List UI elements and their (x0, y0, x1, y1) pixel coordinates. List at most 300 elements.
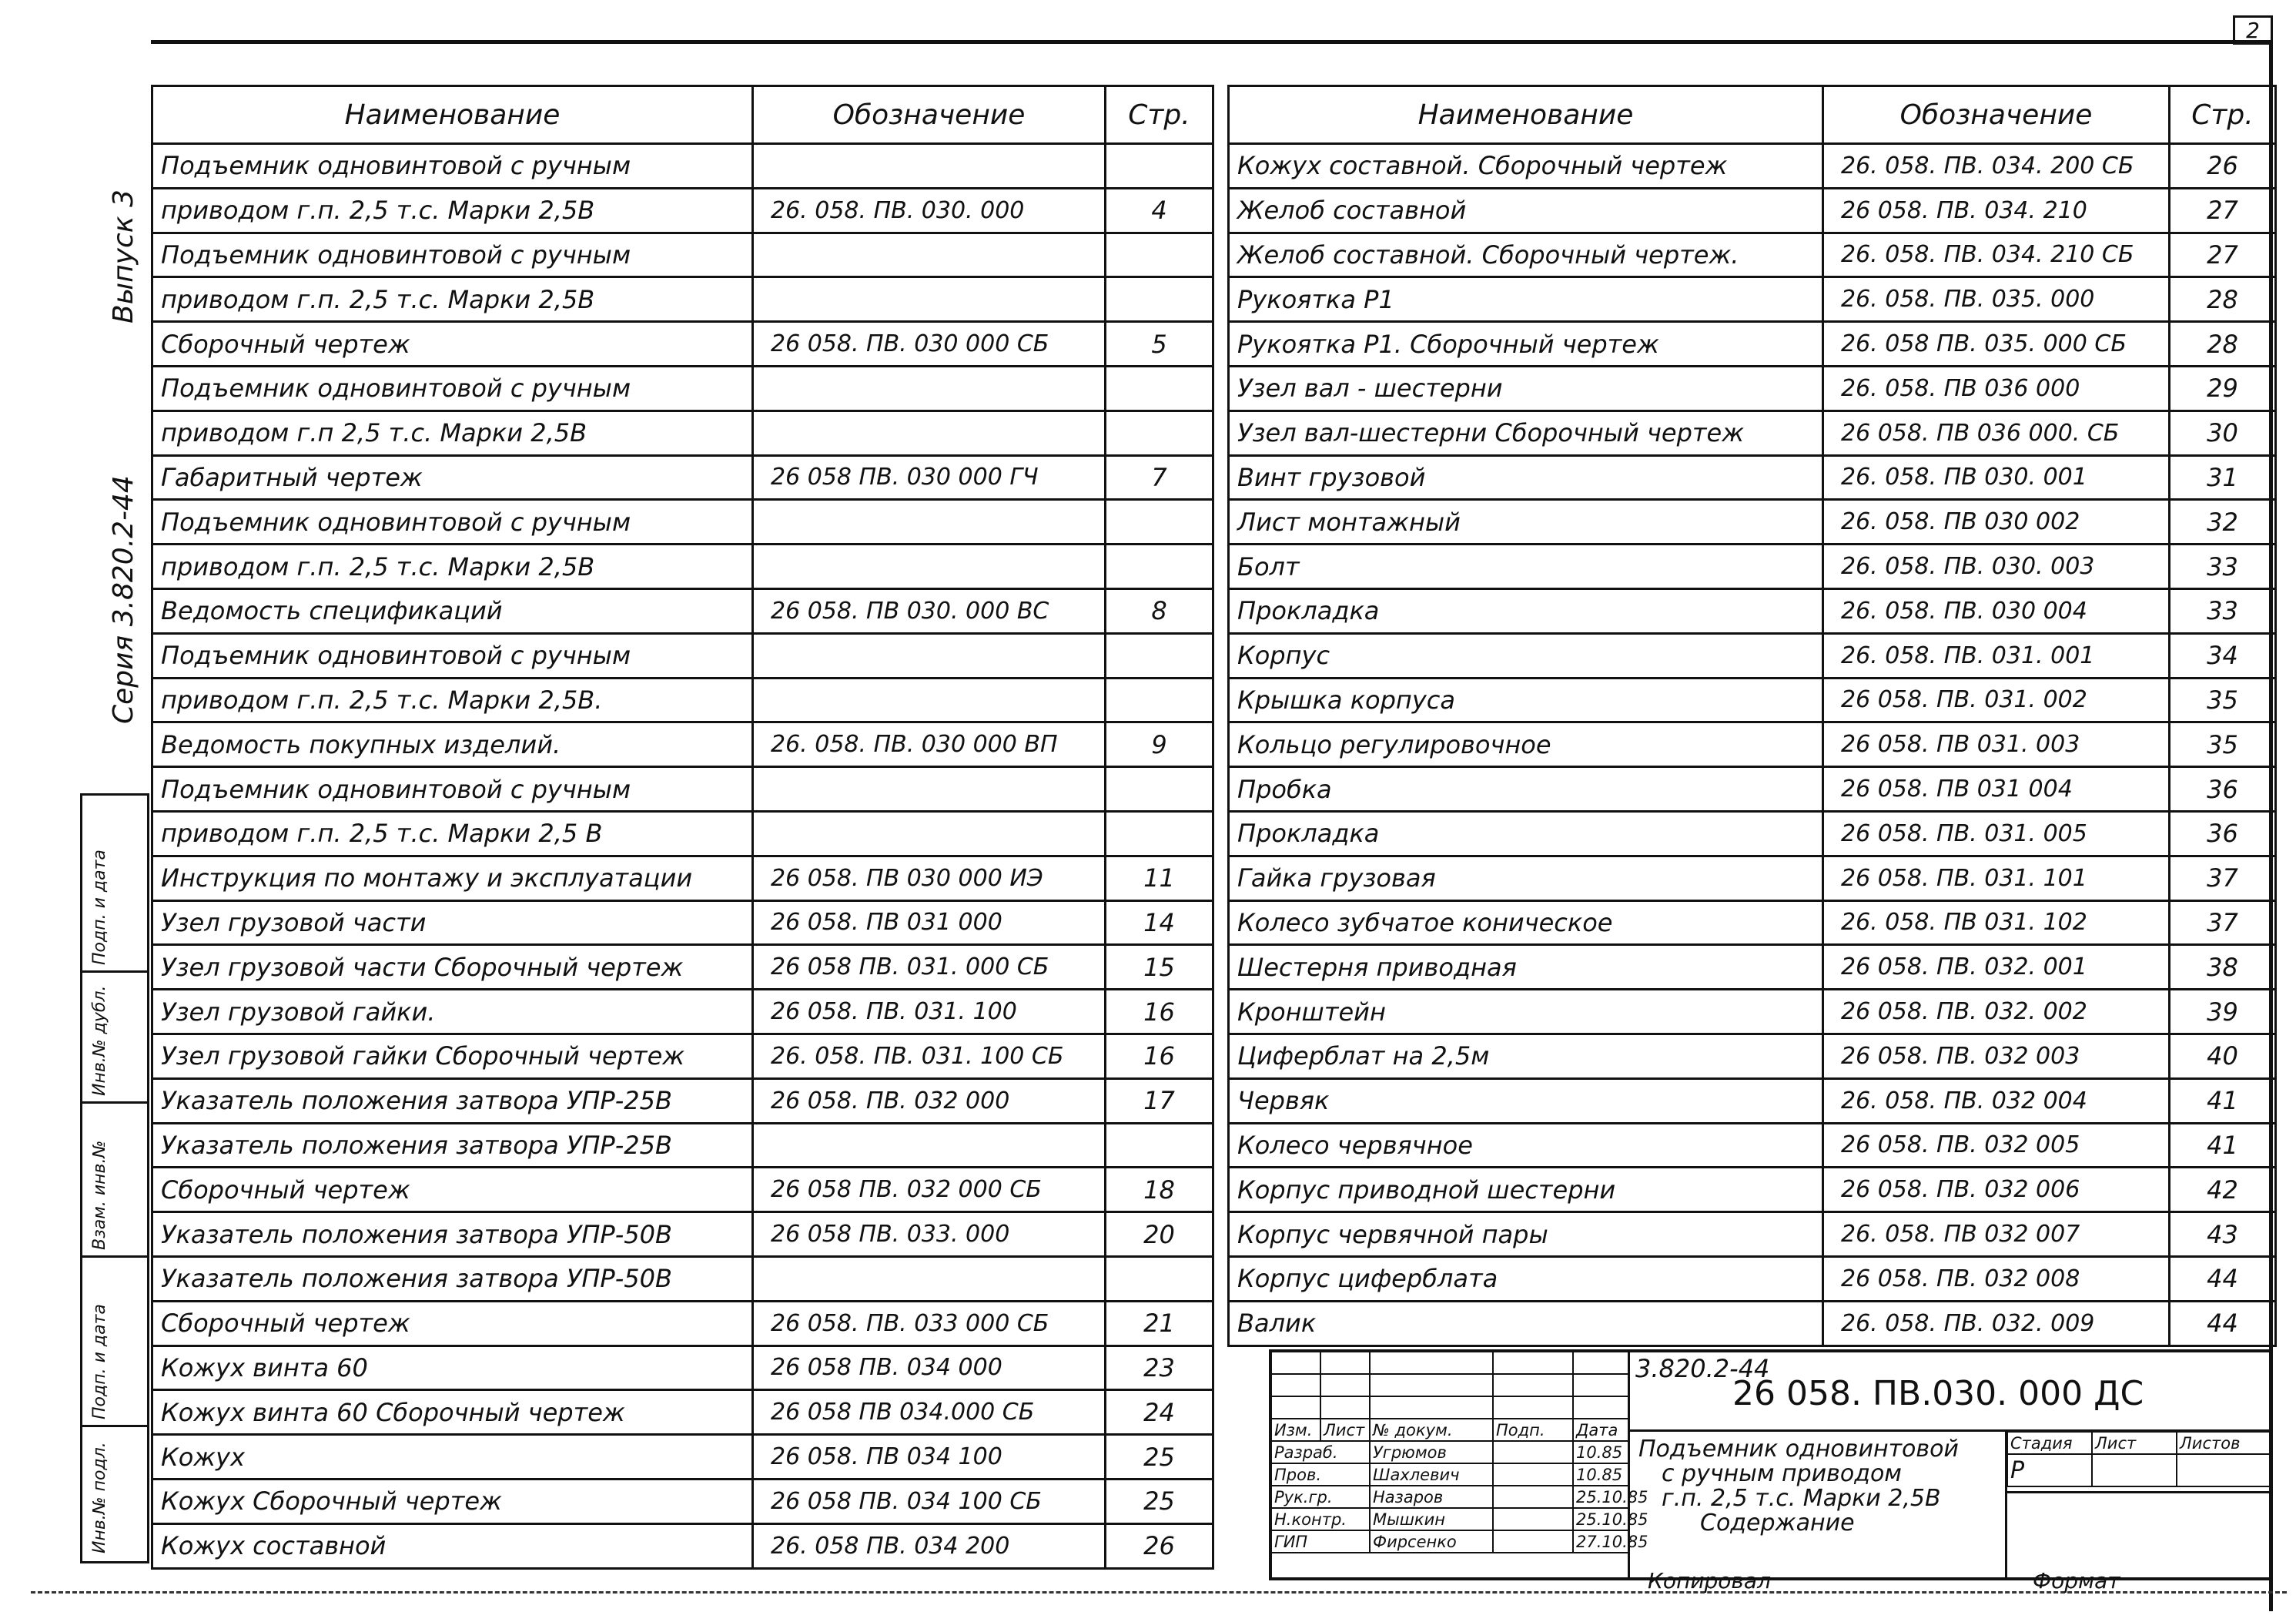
row-page: 44 (2170, 1301, 2276, 1346)
row-page: 35 (2170, 678, 2276, 722)
table-row (1229, 811, 2276, 856)
issue-label: Выпуск 3 (108, 189, 139, 323)
row-designation: 26 058. ПВ. 031. 100 (753, 990, 1106, 1034)
row-designation: 26 058. ПВ. 033 000 СБ (753, 1301, 1106, 1346)
binding-cell-4 (82, 1258, 147, 1427)
row-page: 7 (1106, 455, 1213, 500)
table-row (1229, 411, 2276, 455)
row-page: 33 (2170, 545, 2276, 589)
row-designation: 26. 058. ПВ 031. 102 (1823, 900, 2170, 945)
row-name: Указатель положения затвора УПР-25В (152, 1078, 753, 1123)
table-row (152, 1390, 1213, 1435)
row-page (1106, 366, 1213, 411)
row-page: 31 (2170, 455, 2276, 500)
row-name: Рукоятка Р1. Сборочный чертеж (1229, 322, 1823, 367)
table-row (152, 1301, 1213, 1346)
binding-cell-3 (82, 1104, 147, 1258)
row-name: приводом г.п. 2,5 т.с. Марки 2,5В. (152, 678, 753, 722)
row-page: 14 (1106, 900, 1213, 945)
row-designation: 26. 058. ПВ. 034. 210 СБ (1823, 233, 2170, 277)
table-row (152, 990, 1213, 1034)
table-row (152, 1523, 1213, 1568)
revision-header-row (1271, 1419, 1628, 1441)
row-page: 5 (1106, 322, 1213, 367)
row-page: 16 (1106, 990, 1213, 1034)
table-row (152, 1479, 1213, 1523)
row-designation: 26 058. ПВ. 034. 210 (1823, 188, 2170, 233)
row-designation: 26. 058. ПВ. 030. 000 (753, 188, 1106, 233)
table-row (1229, 500, 2276, 545)
table-row (152, 588, 1213, 633)
table-row (1229, 990, 2276, 1034)
row-designation: 26. 058. ПВ. 031. 100 СБ (753, 1034, 1106, 1078)
table-row (1229, 1078, 2276, 1123)
staff-date: 10.85 (1573, 1441, 1628, 1463)
row-designation (753, 545, 1106, 589)
row-designation: 26 058 ПВ. 031. 000 СБ (753, 945, 1106, 990)
staff-row (1271, 1486, 1628, 1508)
row-designation: 26. 058. ПВ 036 000 (1823, 366, 2170, 411)
title-divider-v (1628, 1351, 1630, 1579)
row-name: Сборочный чертеж (152, 1168, 753, 1212)
row-name: Лист монтажный (1229, 500, 1823, 545)
row-name: Кронштейн (1229, 990, 1823, 1034)
rev-col: Дата (1573, 1419, 1628, 1441)
table-row (152, 1123, 1213, 1168)
row-page: 33 (2170, 588, 2276, 633)
sheet-number-box (2233, 15, 2273, 45)
binding-cell-2 (82, 973, 147, 1104)
document-title (1638, 1437, 1959, 1536)
row-name: Сборочный чертеж (152, 322, 753, 367)
row-designation: 26 058. ПВ. 030 000 СБ (753, 322, 1106, 367)
row-page (1106, 678, 1213, 722)
row-page: 32 (2170, 500, 2276, 545)
row-name: Пробка (1229, 767, 1823, 812)
row-page: 27 (2170, 188, 2276, 233)
row-page: 40 (2170, 1034, 2276, 1078)
row-designation: 26 058 ПВ. 032 000 СБ (753, 1168, 1106, 1212)
row-name: Узел вал-шестерни Сборочный чертеж (1229, 411, 1823, 455)
row-page: 16 (1106, 1034, 1213, 1078)
row-page (1106, 545, 1213, 589)
frame-bottom-line (31, 1591, 2287, 1594)
document-code: 26 058. ПВ.030. 000 ДС (1732, 1374, 2144, 1413)
row-name: Указатель положения затвора УПР-50В (152, 1256, 753, 1301)
row-name: Подъемник одновинтовой с ручным (152, 633, 753, 678)
row-name: Колесо зубчатое коническое (1229, 900, 1823, 945)
row-page (1106, 1123, 1213, 1168)
table-row (1229, 856, 2276, 900)
table-row (152, 1212, 1213, 1257)
row-page: 11 (1106, 856, 1213, 900)
row-designation: 26 058. ПВ 031. 003 (1823, 722, 2170, 767)
row-page: 30 (2170, 411, 2276, 455)
table-row (152, 366, 1213, 411)
staff-signature (1493, 1486, 1573, 1508)
row-name: Червяк (1229, 1078, 1823, 1123)
staff-role: Пров. (1271, 1463, 1370, 1486)
row-name: Узел грузовой части (152, 900, 753, 945)
contents-table-left (151, 85, 1214, 1570)
staff-name: Фирсенко (1370, 1530, 1493, 1553)
row-designation: 26 058. ПВ. 032 003 (1823, 1034, 2170, 1078)
row-page: 4 (1106, 188, 1213, 233)
row-page (1106, 633, 1213, 678)
stage-value: Р (2007, 1454, 2092, 1486)
table-row (152, 322, 1213, 367)
table-row (1229, 900, 2276, 945)
staff-date: 27.10.85 (1573, 1530, 1628, 1553)
staff-signature (1493, 1508, 1573, 1530)
row-name: приводом г.п. 2,5 т.с. Марки 2,5 В (152, 811, 753, 856)
table-row (152, 188, 1213, 233)
header-name: Наименование (1229, 86, 1823, 144)
rev-col: Подп. (1493, 1419, 1573, 1441)
row-page: 20 (1106, 1212, 1213, 1257)
row-name: Кожух составной (152, 1523, 753, 1568)
copied-label: Копировал (1648, 1568, 1771, 1594)
row-designation: 26. 058. ПВ. 034. 200 СБ (1823, 144, 2170, 189)
header-designation: Обозначение (1823, 86, 2170, 144)
table-row (1229, 678, 2276, 722)
row-designation (753, 811, 1106, 856)
row-designation: 26 058. ПВ. 032 000 (753, 1078, 1106, 1123)
row-designation: 26 058. ПВ 034 100 (753, 1435, 1106, 1480)
row-name: Корпус (1229, 633, 1823, 678)
row-page (1106, 233, 1213, 277)
row-page: 43 (2170, 1212, 2276, 1257)
table-row (152, 233, 1213, 277)
table-row (152, 900, 1213, 945)
table-row (1229, 1256, 2276, 1301)
row-name: Прокладка (1229, 588, 1823, 633)
row-designation (753, 767, 1106, 812)
series-label: Серия 3.820.2-44 (108, 475, 139, 724)
binding-label: Инв.№ подл. (90, 1442, 109, 1553)
table-row (152, 1346, 1213, 1390)
row-page: 9 (1106, 722, 1213, 767)
row-page: 37 (2170, 856, 2276, 900)
revision-table (1270, 1351, 1648, 1553)
row-page: 36 (2170, 811, 2276, 856)
stage-label: Листов (2177, 1432, 2272, 1454)
table-row (1229, 322, 2276, 367)
row-page: 39 (2170, 990, 2276, 1034)
table-row (152, 945, 1213, 990)
row-designation: 26. 058. ПВ 032 007 (1823, 1212, 2170, 1257)
row-name: Гайка грузовая (1229, 856, 1823, 900)
row-designation: 26. 058 ПВ. 034 200 (753, 1523, 1106, 1568)
table-row (152, 633, 1213, 678)
table-row (152, 1435, 1213, 1480)
stage-label: Стадия (2007, 1432, 2092, 1454)
row-page: 17 (1106, 1078, 1213, 1123)
stamp-empty-row (1271, 1374, 1628, 1396)
row-name: Подъемник одновинтовой с ручным (152, 366, 753, 411)
row-designation (753, 633, 1106, 678)
staff-role: Разраб. (1271, 1441, 1370, 1463)
row-designation: 26. 058. ПВ. 030 004 (1823, 588, 2170, 633)
row-name: Корпус циферблата (1229, 1256, 1823, 1301)
staff-date: 25.10.85 (1573, 1486, 1628, 1508)
table-row (1229, 722, 2276, 767)
row-designation: 26. 058. ПВ. 030 000 ВП (753, 722, 1106, 767)
row-name: Кожух составной. Сборочный чертеж (1229, 144, 1823, 189)
row-name: Колесо червячное (1229, 1123, 1823, 1168)
staff-name: Угрюмов (1370, 1441, 1493, 1463)
header-name: Наименование (152, 86, 753, 144)
row-name: Кожух винта 60 Сборочный чертеж (152, 1390, 753, 1435)
row-designation: 26 058 ПВ. 033. 000 (753, 1212, 1106, 1257)
row-designation: 26 058. ПВ. 032. 001 (1823, 945, 2170, 990)
row-designation: 26 058. ПВ. 032 005 (1823, 1123, 2170, 1168)
staff-name: Назаров (1370, 1486, 1493, 1508)
row-page: 28 (2170, 322, 2276, 367)
row-name: Подъемник одновинтовой с ручным (152, 233, 753, 277)
table-row (1229, 1123, 2276, 1168)
table-row (1229, 1301, 2276, 1346)
row-page: 41 (2170, 1123, 2276, 1168)
rev-col: № докум. (1370, 1419, 1493, 1441)
table-row (152, 545, 1213, 589)
row-name: Корпус червячной пары (1229, 1212, 1823, 1257)
staff-signature (1493, 1530, 1573, 1553)
table-row (1229, 144, 2276, 189)
title-line: с ручным приводом (1662, 1460, 1902, 1487)
row-designation (753, 411, 1106, 455)
table-row (1229, 1212, 2276, 1257)
row-designation: 26 058. ПВ. 032 008 (1823, 1256, 2170, 1301)
table-row (152, 1168, 1213, 1212)
row-name: Ведомость спецификаций (152, 588, 753, 633)
row-page: 28 (2170, 277, 2276, 322)
staff-row (1271, 1463, 1628, 1486)
row-designation: 26 058 ПВ 034.000 СБ (753, 1390, 1106, 1435)
staff-date: 25.10.85 (1573, 1508, 1628, 1530)
row-designation: 26 058. ПВ. 031. 101 (1823, 856, 2170, 900)
row-name: Подъемник одновинтовой с ручным (152, 144, 753, 189)
row-name: Винт грузовой (1229, 455, 1823, 500)
binding-label: Подп. и дата (90, 850, 109, 965)
row-designation: 26 058 ПВ. 034 000 (753, 1346, 1106, 1390)
binding-label: Инв.№ дубл. (90, 985, 109, 1096)
table-row (1229, 767, 2276, 812)
title-line: Подъемник одновинтовой (1638, 1436, 1959, 1463)
row-page: 44 (2170, 1256, 2276, 1301)
stage-label: Лист (2092, 1432, 2177, 1454)
binding-cell-1 (82, 796, 147, 973)
row-page: 41 (2170, 1078, 2276, 1123)
row-page: 26 (1106, 1523, 1213, 1568)
row-page: 35 (2170, 722, 2276, 767)
stage-divider (2005, 1491, 2273, 1493)
staff-name: Шахлевич (1370, 1463, 1493, 1486)
row-designation: 26. 058. ПВ. 032. 009 (1823, 1301, 2170, 1346)
table-row (1229, 945, 2276, 990)
stage-value-row (2007, 1454, 2272, 1486)
row-page: 23 (1106, 1346, 1213, 1390)
table-row (152, 277, 1213, 322)
row-page (1106, 767, 1213, 812)
row-name: Желоб составной (1229, 188, 1823, 233)
row-name: Инструкция по монтажу и эксплуатации (152, 856, 753, 900)
row-designation: 26. 058. ПВ. 035. 000 (1823, 277, 2170, 322)
row-name: Корпус приводной шестерни (1229, 1168, 1823, 1212)
table-row (152, 500, 1213, 545)
row-name: Рукоятка Р1 (1229, 277, 1823, 322)
staff-date: 10.85 (1573, 1463, 1628, 1486)
table-row (1229, 188, 2276, 233)
row-designation: 26 058. ПВ. 032 006 (1823, 1168, 2170, 1212)
row-name: Подъемник одновинтовой с ручным (152, 767, 753, 812)
stage-header-row (2007, 1432, 2272, 1454)
row-designation (753, 1123, 1106, 1168)
staff-role: ГИП (1271, 1530, 1370, 1553)
row-name: Кожух (152, 1435, 753, 1480)
staff-name: Мышкин (1370, 1508, 1493, 1530)
row-designation: 26 058. ПВ. 031. 002 (1823, 678, 2170, 722)
row-name: Узел грузовой гайки Сборочный чертеж (152, 1034, 753, 1078)
table-row (1229, 588, 2276, 633)
row-name: приводом г.п 2,5 т.с. Марки 2,5В (152, 411, 753, 455)
staff-row (1271, 1508, 1628, 1530)
row-name: Узел грузовой гайки. (152, 990, 753, 1034)
rev-col: Лист (1320, 1419, 1370, 1441)
row-designation: 26. 058. ПВ 030. 001 (1823, 455, 2170, 500)
row-name: приводом г.п. 2,5 т.с. Марки 2,5В (152, 545, 753, 589)
stage-table (2006, 1431, 2273, 1487)
row-name: Указатель положения затвора УПР-50В (152, 1212, 753, 1257)
row-page: 29 (2170, 366, 2276, 411)
row-page: 21 (1106, 1301, 1213, 1346)
row-designation: 26. 058. ПВ. 031. 001 (1823, 633, 2170, 678)
row-page: 34 (2170, 633, 2276, 678)
staff-row (1271, 1530, 1628, 1553)
table-row (152, 411, 1213, 455)
row-page: 25 (1106, 1435, 1213, 1480)
row-page: 18 (1106, 1168, 1213, 1212)
row-designation: 26 058 ПВ. 030 000 ГЧ (753, 455, 1106, 500)
row-designation: 26 058 ПВ. 034 100 СБ (753, 1479, 1106, 1523)
row-name: Кожух винта 60 (152, 1346, 753, 1390)
row-name: Кожух Сборочный чертеж (152, 1479, 753, 1523)
row-designation (753, 678, 1106, 722)
table-row (152, 678, 1213, 722)
header-designation: Обозначение (753, 86, 1106, 144)
row-designation: 26. 058 ПВ. 035. 000 СБ (1823, 322, 2170, 367)
table-row (152, 722, 1213, 767)
row-designation: 26 058. ПВ. 031. 005 (1823, 811, 2170, 856)
table-row (152, 144, 1213, 189)
row-page: 8 (1106, 588, 1213, 633)
header-page: Стр. (1106, 86, 1213, 144)
row-name: Крышка корпуса (1229, 678, 1823, 722)
row-name: Прокладка (1229, 811, 1823, 856)
row-name: приводом г.п. 2,5 т.с. Марки 2,5В (152, 188, 753, 233)
binding-column (80, 793, 149, 1563)
row-designation (753, 233, 1106, 277)
table-row (152, 1034, 1213, 1078)
table-row (1229, 455, 2276, 500)
format-label: Формат (2033, 1568, 2120, 1594)
binding-label: Взам. инв.№ (90, 1140, 109, 1250)
row-name: Подъемник одновинтовой с ручным (152, 500, 753, 545)
table-row (1229, 1034, 2276, 1078)
row-name: Габаритный чертеж (152, 455, 753, 500)
row-designation: 26. 058. ПВ. 032 004 (1823, 1078, 2170, 1123)
table-row (1229, 233, 2276, 277)
row-name: Болт (1229, 545, 1823, 589)
row-designation: 26 058. ПВ 031 000 (753, 900, 1106, 945)
title-line: г.п. 2,5 т.с. Марки 2,5В (1662, 1485, 1941, 1512)
staff-row (1271, 1441, 1628, 1463)
table-row (152, 1256, 1213, 1301)
row-name: Кольцо регулировочное (1229, 722, 1823, 767)
row-page (1106, 811, 1213, 856)
row-page (1106, 500, 1213, 545)
staff-role: Рук.гр. (1271, 1486, 1370, 1508)
row-name: Сборочный чертеж (152, 1301, 753, 1346)
row-designation: 26 058. ПВ 030. 000 ВС (753, 588, 1106, 633)
row-designation (753, 277, 1106, 322)
row-page (1106, 277, 1213, 322)
row-page: 26 (2170, 144, 2276, 189)
row-name: Желоб составной. Сборочный чертеж. (1229, 233, 1823, 277)
row-designation: 26 058. ПВ 030 000 ИЭ (753, 856, 1106, 900)
table-row (152, 767, 1213, 812)
table-row (1229, 277, 2276, 322)
row-designation: 26. 058. ПВ. 030. 003 (1823, 545, 2170, 589)
staff-signature (1493, 1441, 1573, 1463)
row-name: Циферблат на 2,5м (1229, 1034, 1823, 1078)
row-designation: 26. 058. ПВ 030 002 (1823, 500, 2170, 545)
contents-table-right (1227, 85, 2277, 1347)
table-header (1229, 86, 2276, 144)
row-page (1106, 1256, 1213, 1301)
header-page: Стр. (2170, 86, 2276, 144)
row-page: 38 (2170, 945, 2276, 990)
table-row (1229, 633, 2276, 678)
row-name: приводом г.п. 2,5 т.с. Марки 2,5В (152, 277, 753, 322)
binding-cell-5 (82, 1427, 147, 1561)
stamp-empty-row (1271, 1396, 1628, 1419)
stamp-empty-row (1271, 1352, 1628, 1374)
row-page (1106, 411, 1213, 455)
table-row (1229, 545, 2276, 589)
row-page (1106, 144, 1213, 189)
row-page: 37 (2170, 900, 2276, 945)
table-row (1229, 1168, 2276, 1212)
row-name: Валик (1229, 1301, 1823, 1346)
row-name: Узел грузовой части Сборочный чертеж (152, 945, 753, 990)
staff-role: Н.контр. (1271, 1508, 1370, 1530)
row-designation (753, 500, 1106, 545)
rev-col: Изм. (1271, 1419, 1320, 1441)
table-row (1229, 366, 2276, 411)
row-page: 24 (1106, 1390, 1213, 1435)
table-row (152, 455, 1213, 500)
row-name: Указатель положения затвора УПР-25В (152, 1123, 753, 1168)
row-designation (753, 366, 1106, 411)
staff-signature (1493, 1463, 1573, 1486)
row-name: Шестерня приводная (1229, 945, 1823, 990)
row-page: 15 (1106, 945, 1213, 990)
row-page: 25 (1106, 1479, 1213, 1523)
table-row (152, 1078, 1213, 1123)
table-row (152, 856, 1213, 900)
table-row (152, 811, 1213, 856)
